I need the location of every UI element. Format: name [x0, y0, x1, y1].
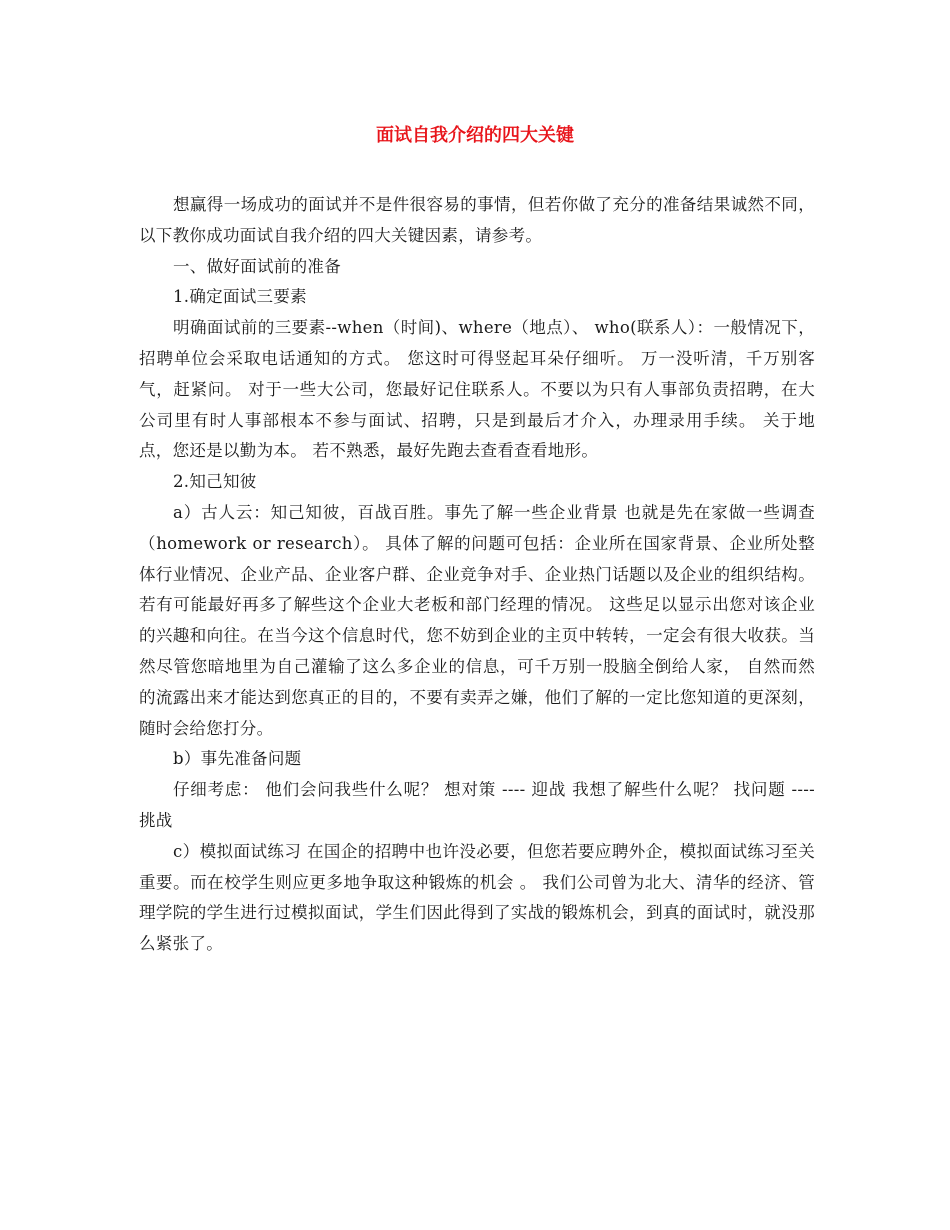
- document-body: [139, 190, 815, 960]
- document-title: 面试自我介绍的四大关键: [376, 125, 574, 146]
- subsection-heading-three-elements: 1.确定面试三要素: [173, 287, 307, 307]
- subsection-heading-know-yourself: 2.知己知彼: [173, 472, 257, 492]
- section-heading-preparation: 一、做好面试前的准备: [173, 256, 341, 276]
- paragraph-prepare-questions: 仔细考虑： 他们会问我些什么呢？ 想对策 ---- 迎战 我想了解些什么呢？ 找问题 ---- 挑战: [139, 780, 815, 830]
- paragraph-company-research: a）古人云：知己知彼，百战百胜。事先了解一些企业背景 也就是先在家做一些调查（homework or research）。 具体了解的问题可包括：企业所在国家背景、企业所处整体行业情况、企业产品、企业客户群、企业竞争对手、企业热门话题以及企业的组织结构。 若有可能最好再多了解些这个企业大老板和部门经理的情况。 这些足以显示出您对该企业的兴趣和向往。在当今这个信息时代，您不妨到企业的主页中转转，一定会有很大收获。当然尽管您暗地里为自己灌输了这么多企业的信息，可千万别一股脑全倒给人家， 自然而然的流露出来才能达到您真正的目的，不要有卖弄之嫌，他们了解的一定比您知道的更深刻，随时会给您打分。: [139, 502, 815, 738]
- paragraph-intro: 想赢得一场成功的面试并不是件很容易的事情，但若你做了充分的准备结果诚然不同，以下教你成功面试自我介绍的四大关键因素，请参考。: [139, 195, 815, 245]
- item-heading-prepare-questions: b）事先准备问题: [173, 749, 302, 769]
- paragraph-mock-interview: c）模拟面试练习 在国企的招聘中也许没必要，但您若要应聘外企，模拟面试练习至关重要。而在校学生则应更多地争取这种锻炼的机会 。 我们公司曾为北大、清华的经济、管理学院的学生进行过模拟面试，学生们因此得到了实战的锻炼机会，到真的面试时，就没那么紧张了。: [139, 841, 815, 954]
- paragraph-three-elements: 明确面试前的三要素--when（时间)、where（地点）、 who(联系人）：一般情况下，招聘单位会采取电话通知的方式。 您这时可得竖起耳朵仔细听。 万一没听清，千万别客气，赶紧问。 对于一些大公司，您最好记住联系人。不要以为只有人事部负责招聘，在大公司里有时人事部根本不参与面试、招聘，只是到最后才介入，办理录用手续。 关于地点，您还是以勤为本。 若不熟悉，最好先跑去查看查看地形。: [139, 318, 815, 461]
